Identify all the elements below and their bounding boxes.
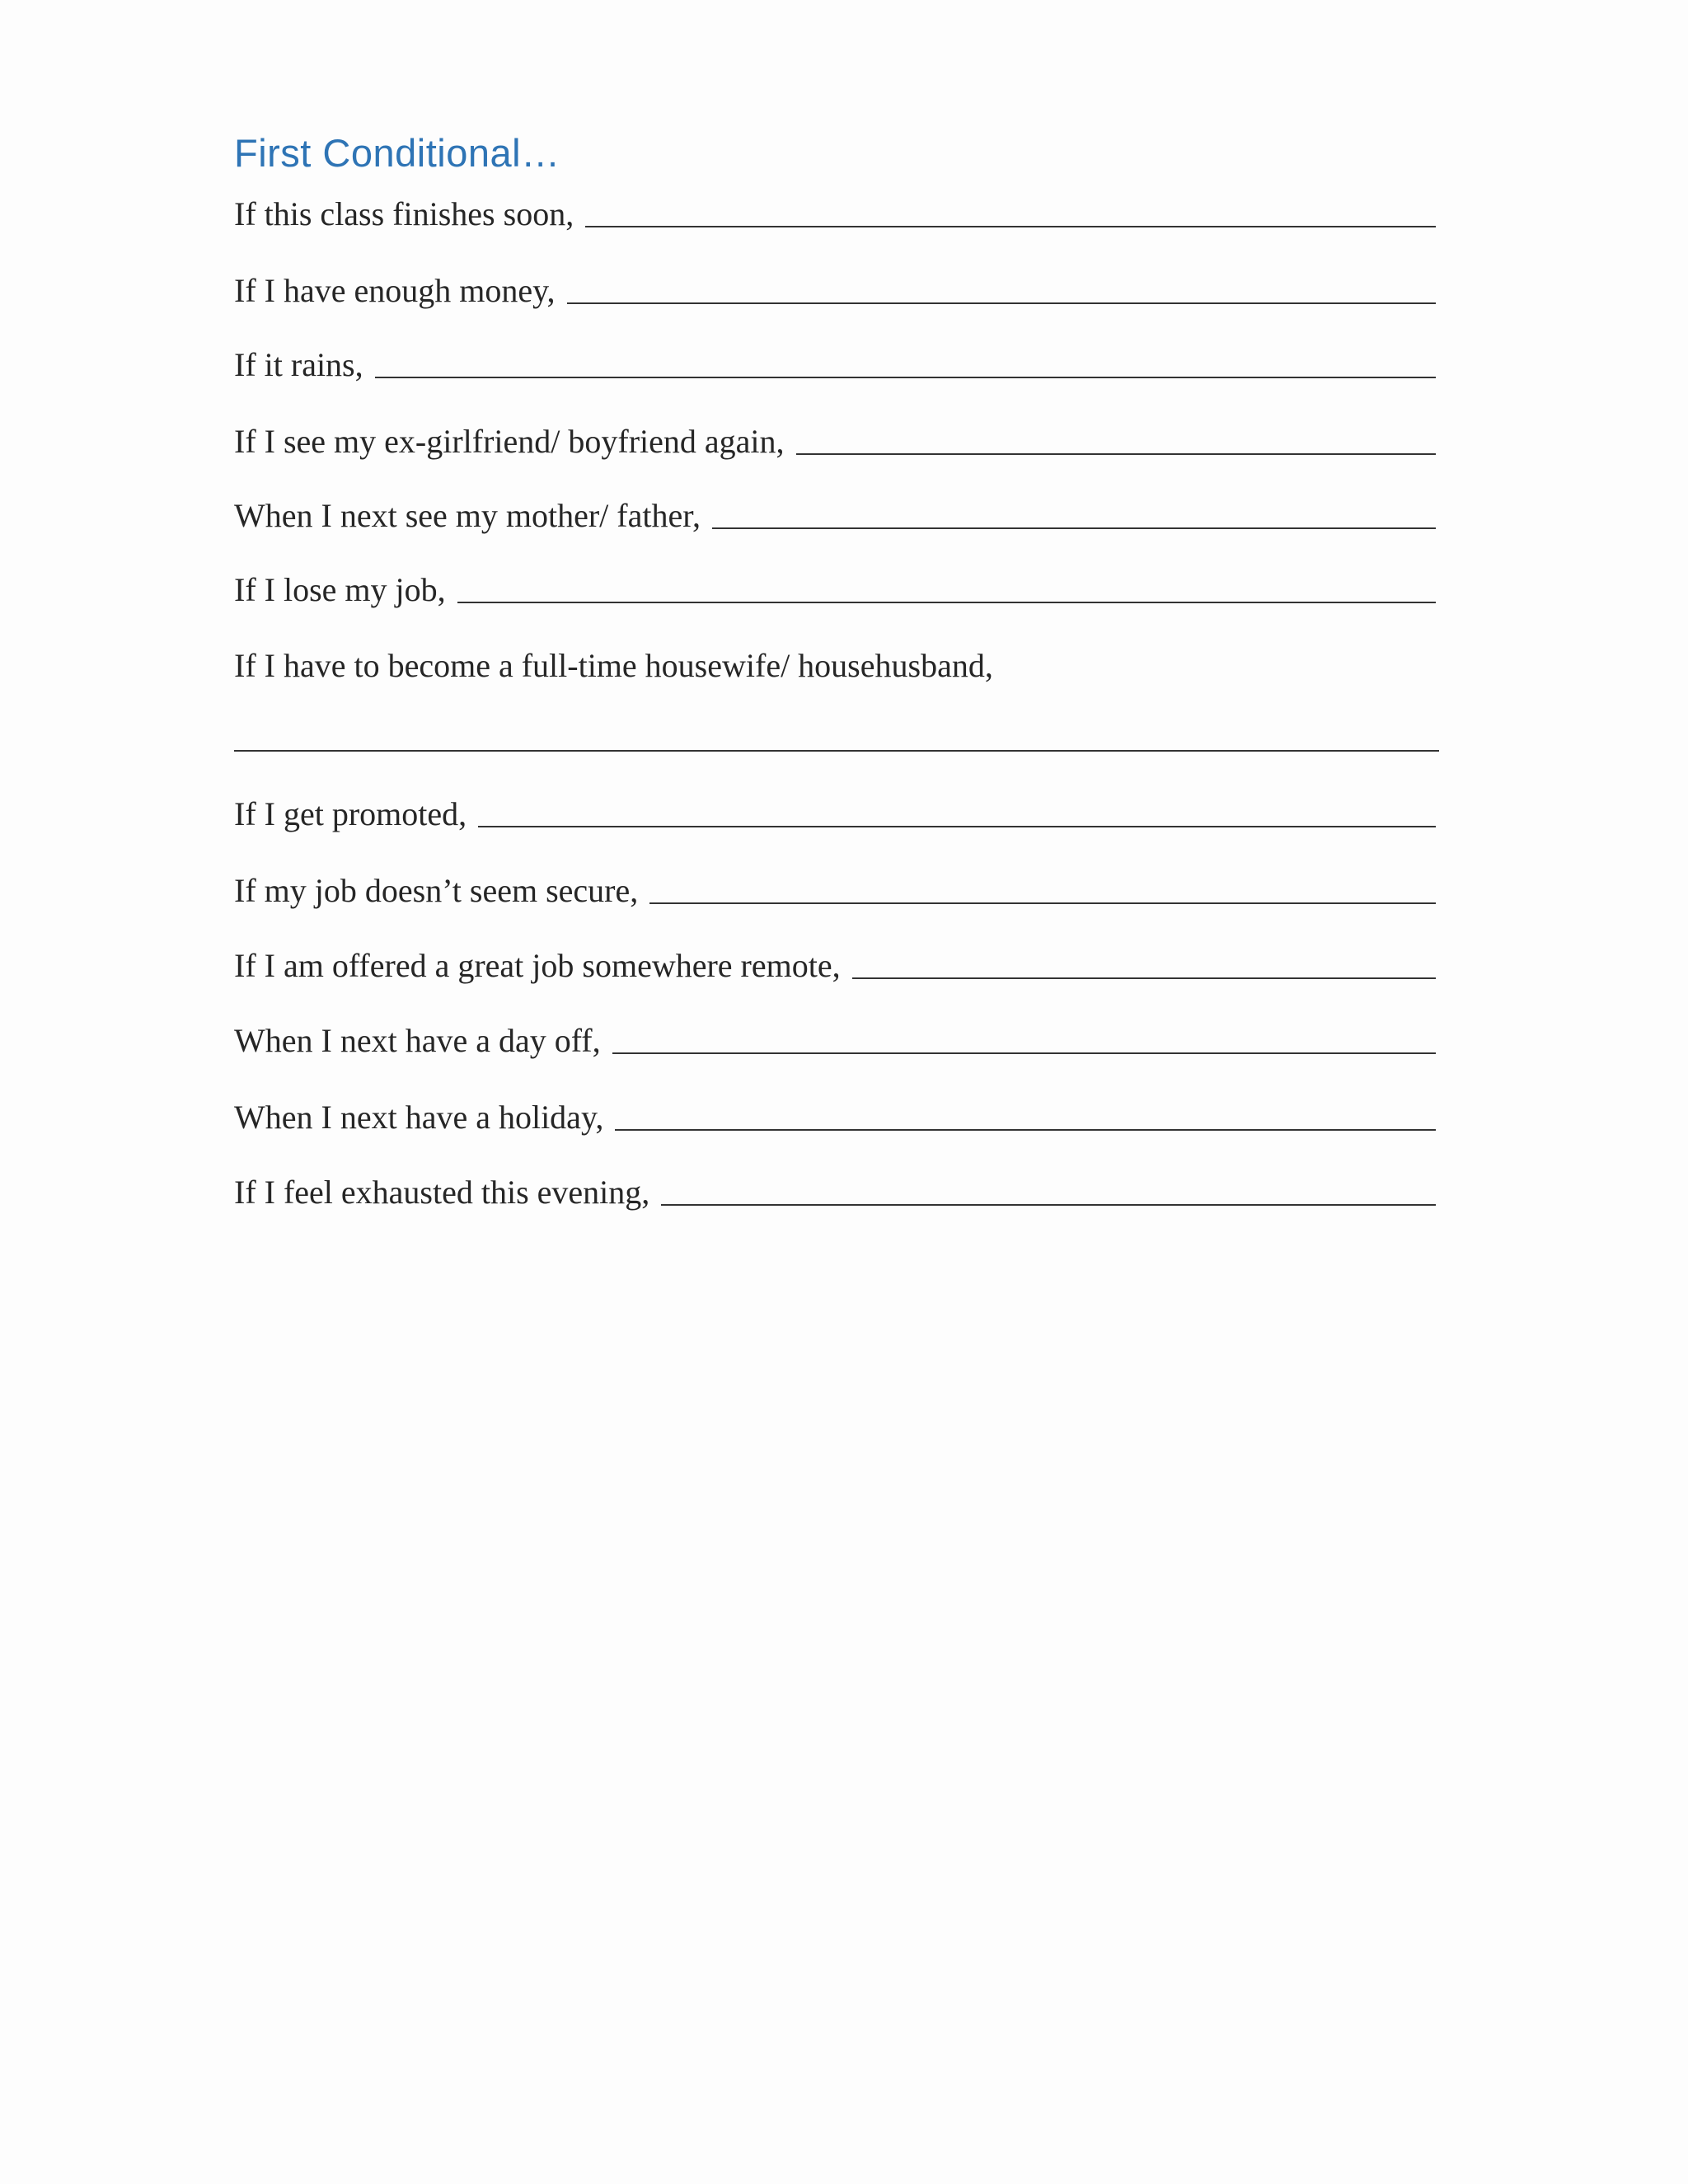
exercise-line-2 (234, 269, 1436, 312)
answer-blank[interactable] (612, 1052, 1436, 1054)
worksheet-title: First Conditional… (234, 131, 560, 175)
exercise-prompt: When I next have a day off, (234, 1022, 601, 1059)
exercise-line-6 (234, 569, 1436, 612)
answer-blank[interactable] (852, 977, 1436, 979)
exercise-line-1 (234, 193, 1436, 236)
answer-blank[interactable] (234, 750, 1439, 752)
exercise-line-4 (234, 420, 1436, 463)
exercise-line-3 (234, 344, 1436, 387)
exercise-prompt: If I am offered a great job somewhere remote, (234, 947, 841, 984)
answer-blank[interactable] (649, 902, 1436, 904)
answer-blank[interactable] (661, 1204, 1436, 1206)
exercise-prompt: If I have to become a full-time housewife/ househusband, (234, 647, 993, 684)
exercise-prompt: If I see my ex-girlfriend/ boyfriend again, (234, 423, 785, 460)
exercise-line-13 (234, 1171, 1436, 1214)
exercise-line-9 (234, 869, 1436, 912)
answer-blank[interactable] (457, 602, 1436, 603)
exercise-prompt: If it rains, (234, 346, 363, 383)
exercise-line-5 (234, 494, 1436, 537)
exercise-prompt: If I have enough money, (234, 272, 556, 309)
answer-blank[interactable] (585, 226, 1436, 227)
exercise-line-12 (234, 1096, 1436, 1139)
exercise-prompt: If I lose my job, (234, 571, 446, 608)
answer-blank[interactable] (615, 1129, 1436, 1131)
exercise-prompt: When I next see my mother/ father, (234, 497, 701, 534)
exercise-line-7 (234, 644, 993, 687)
exercise-line-8 (234, 793, 1436, 836)
answer-blank[interactable] (375, 377, 1436, 378)
answer-blank[interactable] (796, 453, 1436, 455)
exercise-prompt: If I feel exhausted this evening, (234, 1174, 650, 1211)
exercise-prompt: When I next have a holiday, (234, 1099, 604, 1136)
exercise-line-11 (234, 1019, 1436, 1062)
exercise-prompt: If my job doesn’t seem secure, (234, 872, 639, 909)
exercise-line-10 (234, 944, 1436, 987)
exercise-prompt: If I get promoted, (234, 795, 467, 832)
answer-blank[interactable] (712, 527, 1436, 529)
answer-blank[interactable] (478, 826, 1436, 827)
answer-blank[interactable] (567, 302, 1436, 304)
exercise-prompt: If this class finishes soon, (234, 195, 574, 232)
